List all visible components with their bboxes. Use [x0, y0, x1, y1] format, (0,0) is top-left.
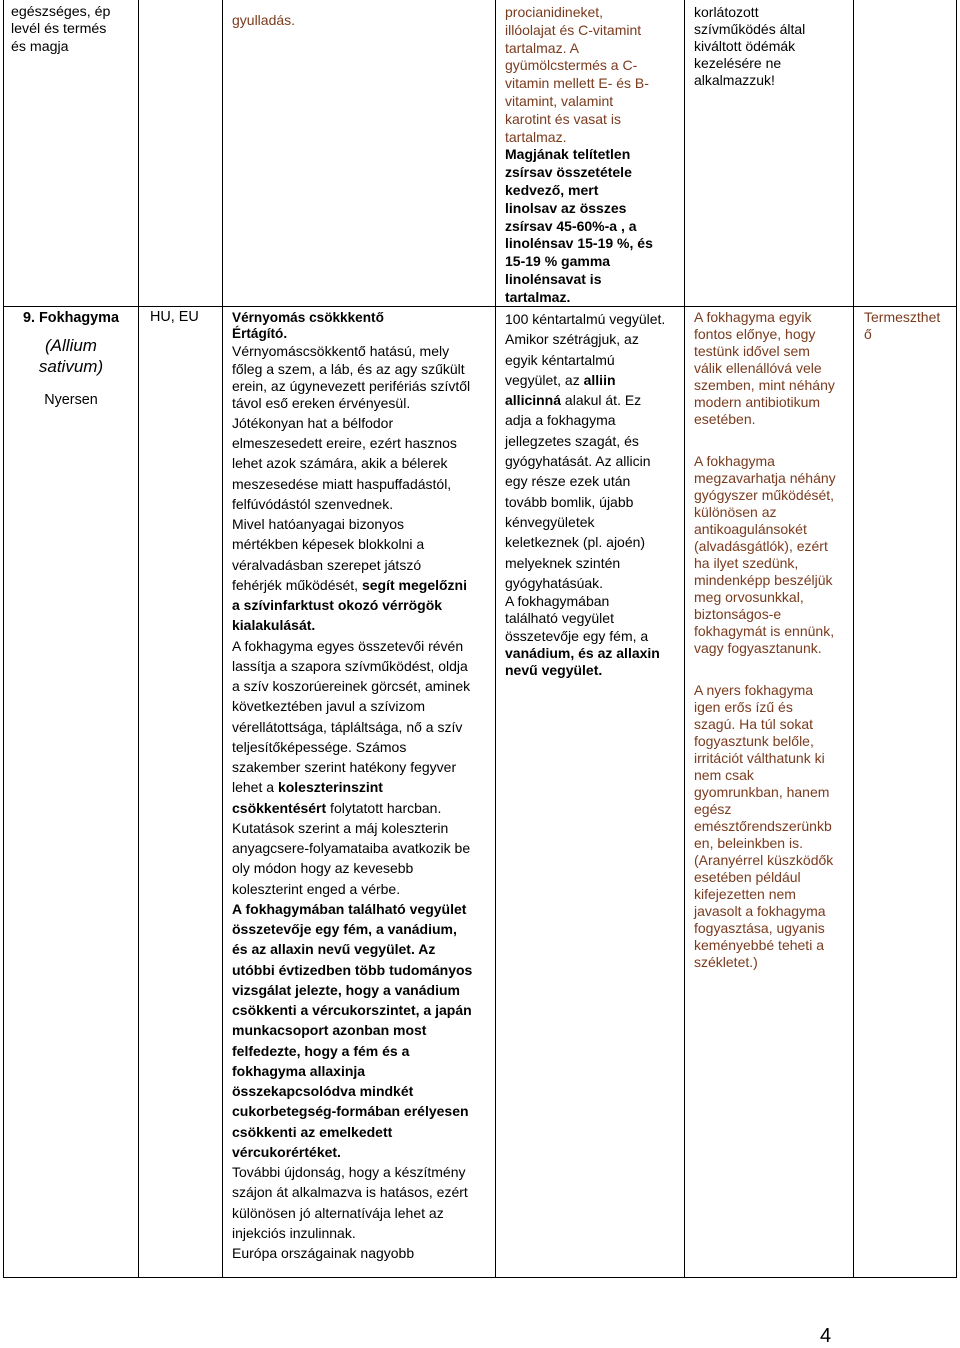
text-line: következtében javul a szívizom [232, 698, 425, 715]
text-line: egy része ezek után [505, 473, 631, 490]
text-line: szagú. Ha túl sokat [694, 716, 814, 732]
text-line: fogyasztunk belőle, [694, 733, 814, 749]
text-line: mindenképp beszéljük [694, 572, 833, 588]
text-line: gyógyhatását. Az allicin [505, 453, 651, 470]
text-line: lehet azok számára, akik a bélerek [232, 455, 448, 472]
text-line: Amikor szétrágjuk, az [505, 331, 639, 348]
text-line: cukorbetegség-formában erélyesen [232, 1103, 469, 1120]
warnings-cell [694, 309, 852, 971]
text-line: székletet.) [694, 954, 758, 970]
text-span: koleszterinszint [277, 779, 383, 796]
usage-form: Nyersen [44, 392, 98, 408]
text-line: kialakulását. [232, 617, 316, 634]
text-line: vanádium, és az allaxin [505, 644, 660, 661]
cultivation-cell [864, 309, 954, 343]
text-line: keményebbé teheti a [694, 937, 824, 953]
text-line: A nyers fokhagyma [694, 682, 814, 698]
text-line [505, 370, 683, 390]
text-span: folytatott harcban. [326, 799, 442, 816]
text-line: elmeszesedett ereire, ezért hasznos [232, 435, 457, 452]
text-line: gyomrunkban, hanem [694, 784, 830, 800]
text-line [232, 798, 494, 818]
text-line: összetevője egy fém, a [505, 627, 649, 644]
text-line: (alvadásgátlók), ezért [694, 538, 828, 554]
text-line: gyógyszer működését, [694, 487, 835, 503]
text-line: szívműködés által [694, 21, 806, 38]
table-border-bottom [3, 1277, 957, 1278]
text-span: vegyület, az [505, 371, 584, 388]
text-line: emésztőrendszerünkb [694, 818, 832, 834]
text-line: fokhagyma allaxinja [232, 1062, 366, 1079]
text-line: tovább bomlik, újabb [505, 493, 634, 510]
text-line: kezelésére ne [694, 55, 782, 72]
text-line: egész [694, 801, 732, 817]
text-line: kénvegyületek [505, 513, 595, 530]
text-line: Magjának telítetlen [505, 146, 631, 163]
text-line: vércukorértéket. [232, 1143, 341, 1160]
text-line: javasolt a fokhagyma [694, 903, 826, 919]
text-line: A fokhagymában található vegyület [232, 900, 467, 917]
text-line: felfúvódástól szenvednek. [232, 495, 394, 512]
text-span: allicinná [505, 392, 562, 409]
region: HU, EU [150, 309, 199, 325]
warning-paragraph-2 [694, 453, 852, 657]
text-line: A fokhagyma [694, 453, 775, 469]
text-line: távol eső ereken érvényesül. [232, 395, 411, 412]
text-line: Értágító. [232, 325, 288, 341]
text-line: összekapcsolódva mindkét [232, 1083, 414, 1100]
text-line: biztonságos-e [694, 606, 782, 622]
text-line: felfedezte, hogy a fém és a [232, 1042, 410, 1059]
text-line: Jótékonyan hat a bélfodor [232, 414, 394, 431]
text-line: és az allaxin nevű vegyület. Az [232, 941, 436, 958]
row-divider [3, 306, 957, 307]
top-col3 [232, 12, 492, 29]
text-line: vagy fogyasztanunk. [694, 640, 822, 656]
text-line: különösen az [694, 504, 777, 520]
text-line: ő [864, 326, 872, 342]
text-line: nem csak [694, 767, 754, 783]
text-line: A fokhagyma egyik [694, 309, 812, 325]
compounds-cell [505, 309, 683, 679]
page-number: 4 [820, 1325, 832, 1347]
text-line: Vérnyomás csökkkentő [232, 310, 384, 325]
text-line: antikoagulánsokét [694, 521, 807, 537]
text-line: teljesítőképessége. Számos [232, 738, 407, 755]
text-line: szakember szerint hatékony fegyver [232, 759, 457, 776]
text-line: kedvező, mert [505, 181, 599, 198]
text-line: igen erős ízű és [694, 699, 793, 715]
text-line: tartalmaz. [505, 288, 571, 305]
text-line: egyik kéntartalmú [505, 351, 615, 368]
text-line: munkacsoport azonban most [232, 1022, 427, 1039]
text-line: Mivel hatóanyagai bizonyos [232, 516, 404, 533]
text-line: irritációt válthatunk ki [694, 750, 825, 766]
text-line: lassítja a szapora szívműködést, oldja [232, 657, 468, 674]
text-line: vitamin mellett E- és B- [505, 75, 649, 92]
text-line: csökkenti az emelkedett [232, 1123, 393, 1140]
text-line: 100 kéntartalmú vegyület. [505, 311, 666, 327]
text-line: (Aranyérrel küszködők [694, 852, 834, 868]
text-line: fokhagymát is ennünk, [694, 623, 835, 639]
table-border-right [956, 0, 957, 1277]
text-line: melyeknek szintén [505, 554, 621, 571]
top-col4 [505, 4, 683, 307]
text-line: különösen jó alternatívája lehet az [232, 1204, 444, 1221]
text-span: csökkentésért [232, 799, 327, 816]
text-span: alakul át. Ez [561, 392, 642, 409]
text-line: illóolajat és C-vitamint [505, 21, 642, 38]
column-divider [495, 0, 496, 1277]
text-line: ha ilyet szedünk, [694, 555, 799, 571]
text-line: Európa országainak nagyobb [232, 1245, 415, 1262]
text-span: alliin [583, 371, 616, 388]
text-line: válik ellenállóvá vele [694, 360, 822, 376]
text-line: kiváltott ödémák [694, 38, 796, 55]
text-line: gyógyhatásúak. [505, 574, 604, 591]
text-line: korlátozott [694, 4, 759, 20]
text-line: szájon át alkalmazva is hatásos, ezért [232, 1184, 468, 1201]
text-span: fehérjék működését, [232, 576, 362, 593]
text-line: gyulladás. [232, 12, 296, 28]
latin-name [6, 335, 136, 377]
text-line: egészséges, ép [11, 4, 111, 20]
effects-cell [232, 310, 494, 1263]
text-line: található vegyület [505, 610, 614, 627]
text-line: kifejezetten nem [694, 886, 796, 902]
top-col1 [11, 4, 136, 56]
text-line: esetében. [694, 411, 756, 427]
text-line: erein, az úgynevezett perifériás szívtől [232, 378, 471, 394]
text-line: en, beleinkben is. [694, 835, 803, 851]
text-span: segít megelőzni [361, 576, 467, 593]
text-line: adja a fokhagyma [505, 412, 616, 429]
text-line: koleszterint enged a vérbe. [232, 880, 401, 897]
effects-heading [232, 310, 494, 341]
plant-name: 9. Fokhagyma [23, 310, 119, 326]
text-line: zsírsav összetétele [505, 164, 632, 181]
text-line: jellegzetes szagát, és [505, 432, 639, 449]
col4-intro [505, 4, 683, 146]
text-line: csökkenti a vércukorszintet, a japán [232, 1002, 472, 1019]
text-line: 15-19 % gamma [505, 253, 611, 270]
text-line: alkalmazzuk! [694, 72, 775, 89]
plant-name-cell [6, 309, 136, 409]
text-line: meg orvosunkkal, [694, 589, 804, 605]
text-line: esetében például [694, 869, 801, 885]
text-line: levél és termés [11, 21, 107, 38]
region-cell [150, 309, 220, 326]
text-line: a szívinfarktust okozó vérrögök [232, 597, 443, 614]
text-line: meszesedése miatt haspuffadástól, [232, 475, 452, 492]
text-line: nevű vegyület. [505, 661, 603, 678]
column-divider [684, 0, 685, 1277]
text-line: mértékben képesek blokkolni a [232, 536, 425, 553]
text-line: anyagcsere-folyamataiba avatkozik be [232, 840, 471, 857]
text-line: főleg a szem, a láb, és az agy szűkült [232, 360, 465, 377]
text-line: vérellátottsága, tápláltsága, nő a szív [232, 718, 463, 735]
text-line: testünk idővel sem [694, 343, 810, 359]
text-line: Termeszthet [864, 309, 941, 325]
column-divider [138, 0, 139, 1277]
text-line: A fokhagyma egyes összetevői révén [232, 637, 464, 654]
text-line: A fokhagymában [505, 593, 610, 610]
text-line [232, 575, 494, 595]
text-line: procianidineket, [505, 4, 604, 20]
text-line: vizsgálat jelezte, hogy a vanádium [232, 981, 460, 998]
text-line: a szív koszorúereinek görcsét, aminek [232, 678, 471, 695]
column-divider [853, 0, 854, 1277]
text-line: linolénsav 15-19 %, és [505, 235, 653, 252]
column-divider [222, 0, 223, 1277]
text-span: lehet a [232, 779, 278, 796]
text-line: modern antibiotikum [694, 394, 821, 410]
compounds-tail [505, 593, 683, 679]
text-line: megzavarhatja néhány [694, 470, 836, 486]
warning-paragraph-3 [694, 682, 852, 971]
text-line: fontos előnye, hogy [694, 326, 816, 342]
text-line: linolénsavat is [505, 270, 602, 287]
text-line: fogyasztása, ugyanis [694, 920, 825, 936]
effects-body [232, 343, 494, 1263]
text-line: szemben, mint néhány [694, 377, 835, 393]
text-line: zsírsav 45-60%-a , a [505, 217, 637, 234]
warning-paragraph-1 [694, 309, 852, 428]
text-line: és magja [11, 38, 69, 55]
text-line: Vérnyomáscsökkentő hatású, mely [232, 343, 450, 360]
table-border-left [3, 0, 4, 1277]
text-line: gyümölcstermés a C- [505, 57, 638, 74]
text-line: összetevője egy fém, a vanádium, [232, 921, 457, 938]
latin-species: sativum) [38, 357, 104, 376]
text-line: injekciós inzulinnak. [232, 1224, 356, 1241]
compounds-body [505, 309, 683, 593]
text-line: véralvadásban szerepet játszó [232, 556, 422, 573]
text-line: utóbbi évtizedben több tudományos [232, 961, 473, 978]
text-line: karotint és vasat is [505, 110, 621, 127]
text-line: Kutatások szerint a máj koleszterin [232, 819, 449, 836]
col4-seed-fat [505, 146, 683, 306]
text-line: tartalmaz. A [505, 39, 579, 56]
text-line: keletkeznek (pl. ajoén) [505, 534, 646, 551]
text-line: linolsav az összes [505, 199, 627, 216]
text-line: További újdonság, hogy a készítmény [232, 1164, 466, 1181]
text-line: tartalmaz. [505, 128, 567, 145]
text-line: oly módon hogy az kevesebb [232, 860, 414, 877]
text-line: vitamint, valamint [505, 92, 614, 109]
top-col5 [694, 4, 852, 89]
latin-genus: (Allium [45, 336, 97, 355]
text-line [505, 390, 683, 410]
text-line [232, 777, 494, 797]
